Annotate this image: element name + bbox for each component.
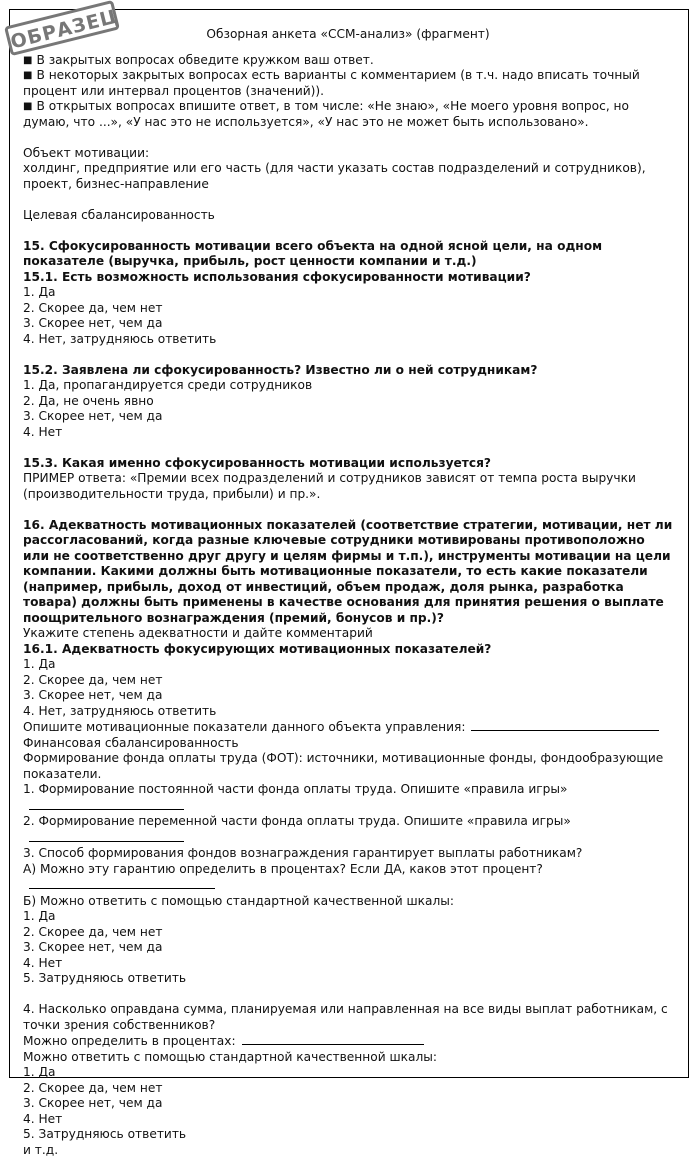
answer-option: 3. Скорее нет, чем да: [23, 688, 673, 704]
answer-option: 1. Да: [23, 285, 673, 301]
answer-option: 4. Нет, затрудняюсь ответить: [23, 332, 673, 348]
answer-option: 1. Да: [23, 909, 673, 925]
section-heading: Целевая сбалансированность: [23, 208, 673, 224]
example-answer: ПРИМЕР ответа: «Премии всех подразделений и сотрудников зависят от темпа роста выручки (производительности труда, прибыли) и пр.».: [23, 471, 673, 502]
answer-option: 2. Скорее да, чем нет: [23, 673, 673, 689]
question-16: 16. Адекватность мотивационных показателей (соответствие стратегии, мотивации, нет ли рассогласований, когда разные ключевые сотрудники мотивированы противоположно или не соответственно друг другу и целям фирмы и т.п.), инструменты мотивации на цели компании. Какими должны быть мотивационные показатели, то есть какие показатели (например, прибыль, доход от инвестиций, объем продаж, доля рынка, разработка товара) должны быть применены в качестве основания для принятия решения о выплате поощрительного вознаграждения (премий, бонусов и пр.)?: [23, 518, 673, 627]
finance-item-1: 1. Формирование постоянной части фонда оплаты труда. Опишите «правила игры»: [23, 782, 673, 814]
finance-item-b: Б) Можно ответить с помощью стандартной качественной шкалы:: [23, 894, 673, 910]
answer-line[interactable]: [242, 1033, 424, 1045]
object-label: Объект мотивации:: [23, 146, 673, 162]
question-16-note: Укажите степень адекватности и дайте комментарий: [23, 626, 673, 642]
answer-line[interactable]: [29, 877, 215, 889]
answer-option: 3. Скорее нет, чем да: [23, 409, 673, 425]
answer-option: 4. Нет: [23, 425, 673, 441]
etc-text: и т.д.: [23, 1143, 673, 1158]
answer-option: 2. Скорее да, чем нет: [23, 925, 673, 941]
answer-line[interactable]: [471, 719, 659, 731]
finance-heading: Финансовая сбалансированность: [23, 736, 673, 752]
question-15: 15. Сфокусированность мотивации всего объекта на одной ясной цели, на одном показателе (выручка, прибыль, рост ценности компании и т.д.): [23, 239, 673, 270]
bullet-square-icon: ■: [23, 101, 32, 112]
answer-option: 3. Скорее нет, чем да: [23, 1096, 673, 1112]
answer-option: 3. Скорее нет, чем да: [23, 940, 673, 956]
question-16-1: 16.1. Адекватность фокусирующих мотивационных показателей?: [23, 642, 673, 658]
finance-item-a: А) Можно эту гарантию определить в процентах? Если ДА, каков этот процент?: [23, 862, 673, 894]
answer-option: 1. Да, пропагандируется среди сотрудников: [23, 378, 673, 394]
answer-option: 4. Нет: [23, 956, 673, 972]
answer-option: 2. Скорее да, чем нет: [23, 1081, 673, 1097]
questionnaire: [23, 27, 673, 1158]
answer-option: 2. Да, не очень явно: [23, 394, 673, 410]
bullet-square-icon: ■: [23, 70, 32, 81]
answer-option: 4. Нет, затрудняюсь ответить: [23, 704, 673, 720]
question-4: 4. Насколько оправдана сумма, планируемая или направленная на все виды выплат работникам, с точки зрения собственников?: [23, 1002, 673, 1033]
object-text: холдинг, предприятие или его часть (для части указать состав подразделений и сотрудников), проект, бизнес-направление: [23, 161, 673, 192]
answer-line[interactable]: [29, 830, 184, 842]
answer-option: 1. Да: [23, 657, 673, 673]
question-15-3: 15.3. Какая именно сфокусированность мотивации используется?: [23, 456, 673, 472]
answer-line[interactable]: [29, 798, 184, 810]
describe-indicators: Опишите мотивационные показатели данного объекта управления:: [23, 719, 673, 736]
instruction-2: ■ В некоторых закрытых вопросах есть варианты с комментарием (в т.ч. надо вписать точный процент или интервал процентов (значений)).: [23, 68, 673, 99]
bullet-square-icon: ■: [23, 55, 32, 66]
percent-line: Можно определить в процентах:: [23, 1033, 673, 1050]
question-15-2: 15.2. Заявлена ли сфокусированность? Известно ли о ней сотрудникам?: [23, 363, 673, 379]
question-15-1: 15.1. Есть возможность использования сфокусированности мотивации?: [23, 270, 673, 286]
instruction-3: ■ В открытых вопросах впишите ответ, в том числе: «Не знаю», «Не моего уровня вопрос, но думаю, что ...», «У нас это не используется», «У нас это не может быть использовано».: [23, 99, 673, 130]
answer-option: 1. Да: [23, 1065, 673, 1081]
sample-stamp: ОБРАЗЕЦ: [4, 0, 120, 56]
scale-line: Можно ответить с помощью стандартной качественной шкалы:: [23, 1050, 673, 1066]
answer-option: 5. Затрудняюсь ответить: [23, 971, 673, 987]
answer-option: 3. Скорее нет, чем да: [23, 316, 673, 332]
answer-option: 4. Нет: [23, 1112, 673, 1128]
answer-option: 2. Скорее да, чем нет: [23, 301, 673, 317]
finance-item-2: 2. Формирование переменной части фонда оплаты труда. Опишите «правила игры»: [23, 814, 673, 846]
instruction-1: ■ В закрытых вопросах обведите кружком ваш ответ.: [23, 53, 673, 69]
fot-text: Формирование фонда оплаты труда (ФОТ): источники, мотивационные фонды, фондообразующие показатели.: [23, 751, 673, 782]
answer-option: 5. Затрудняюсь ответить: [23, 1127, 673, 1143]
document-title: Обзорная анкета «ССМ-анализ» (фрагмент): [23, 27, 673, 43]
finance-item-3: 3. Способ формирования фондов вознаграждения гарантирует выплаты работникам?: [23, 846, 673, 862]
